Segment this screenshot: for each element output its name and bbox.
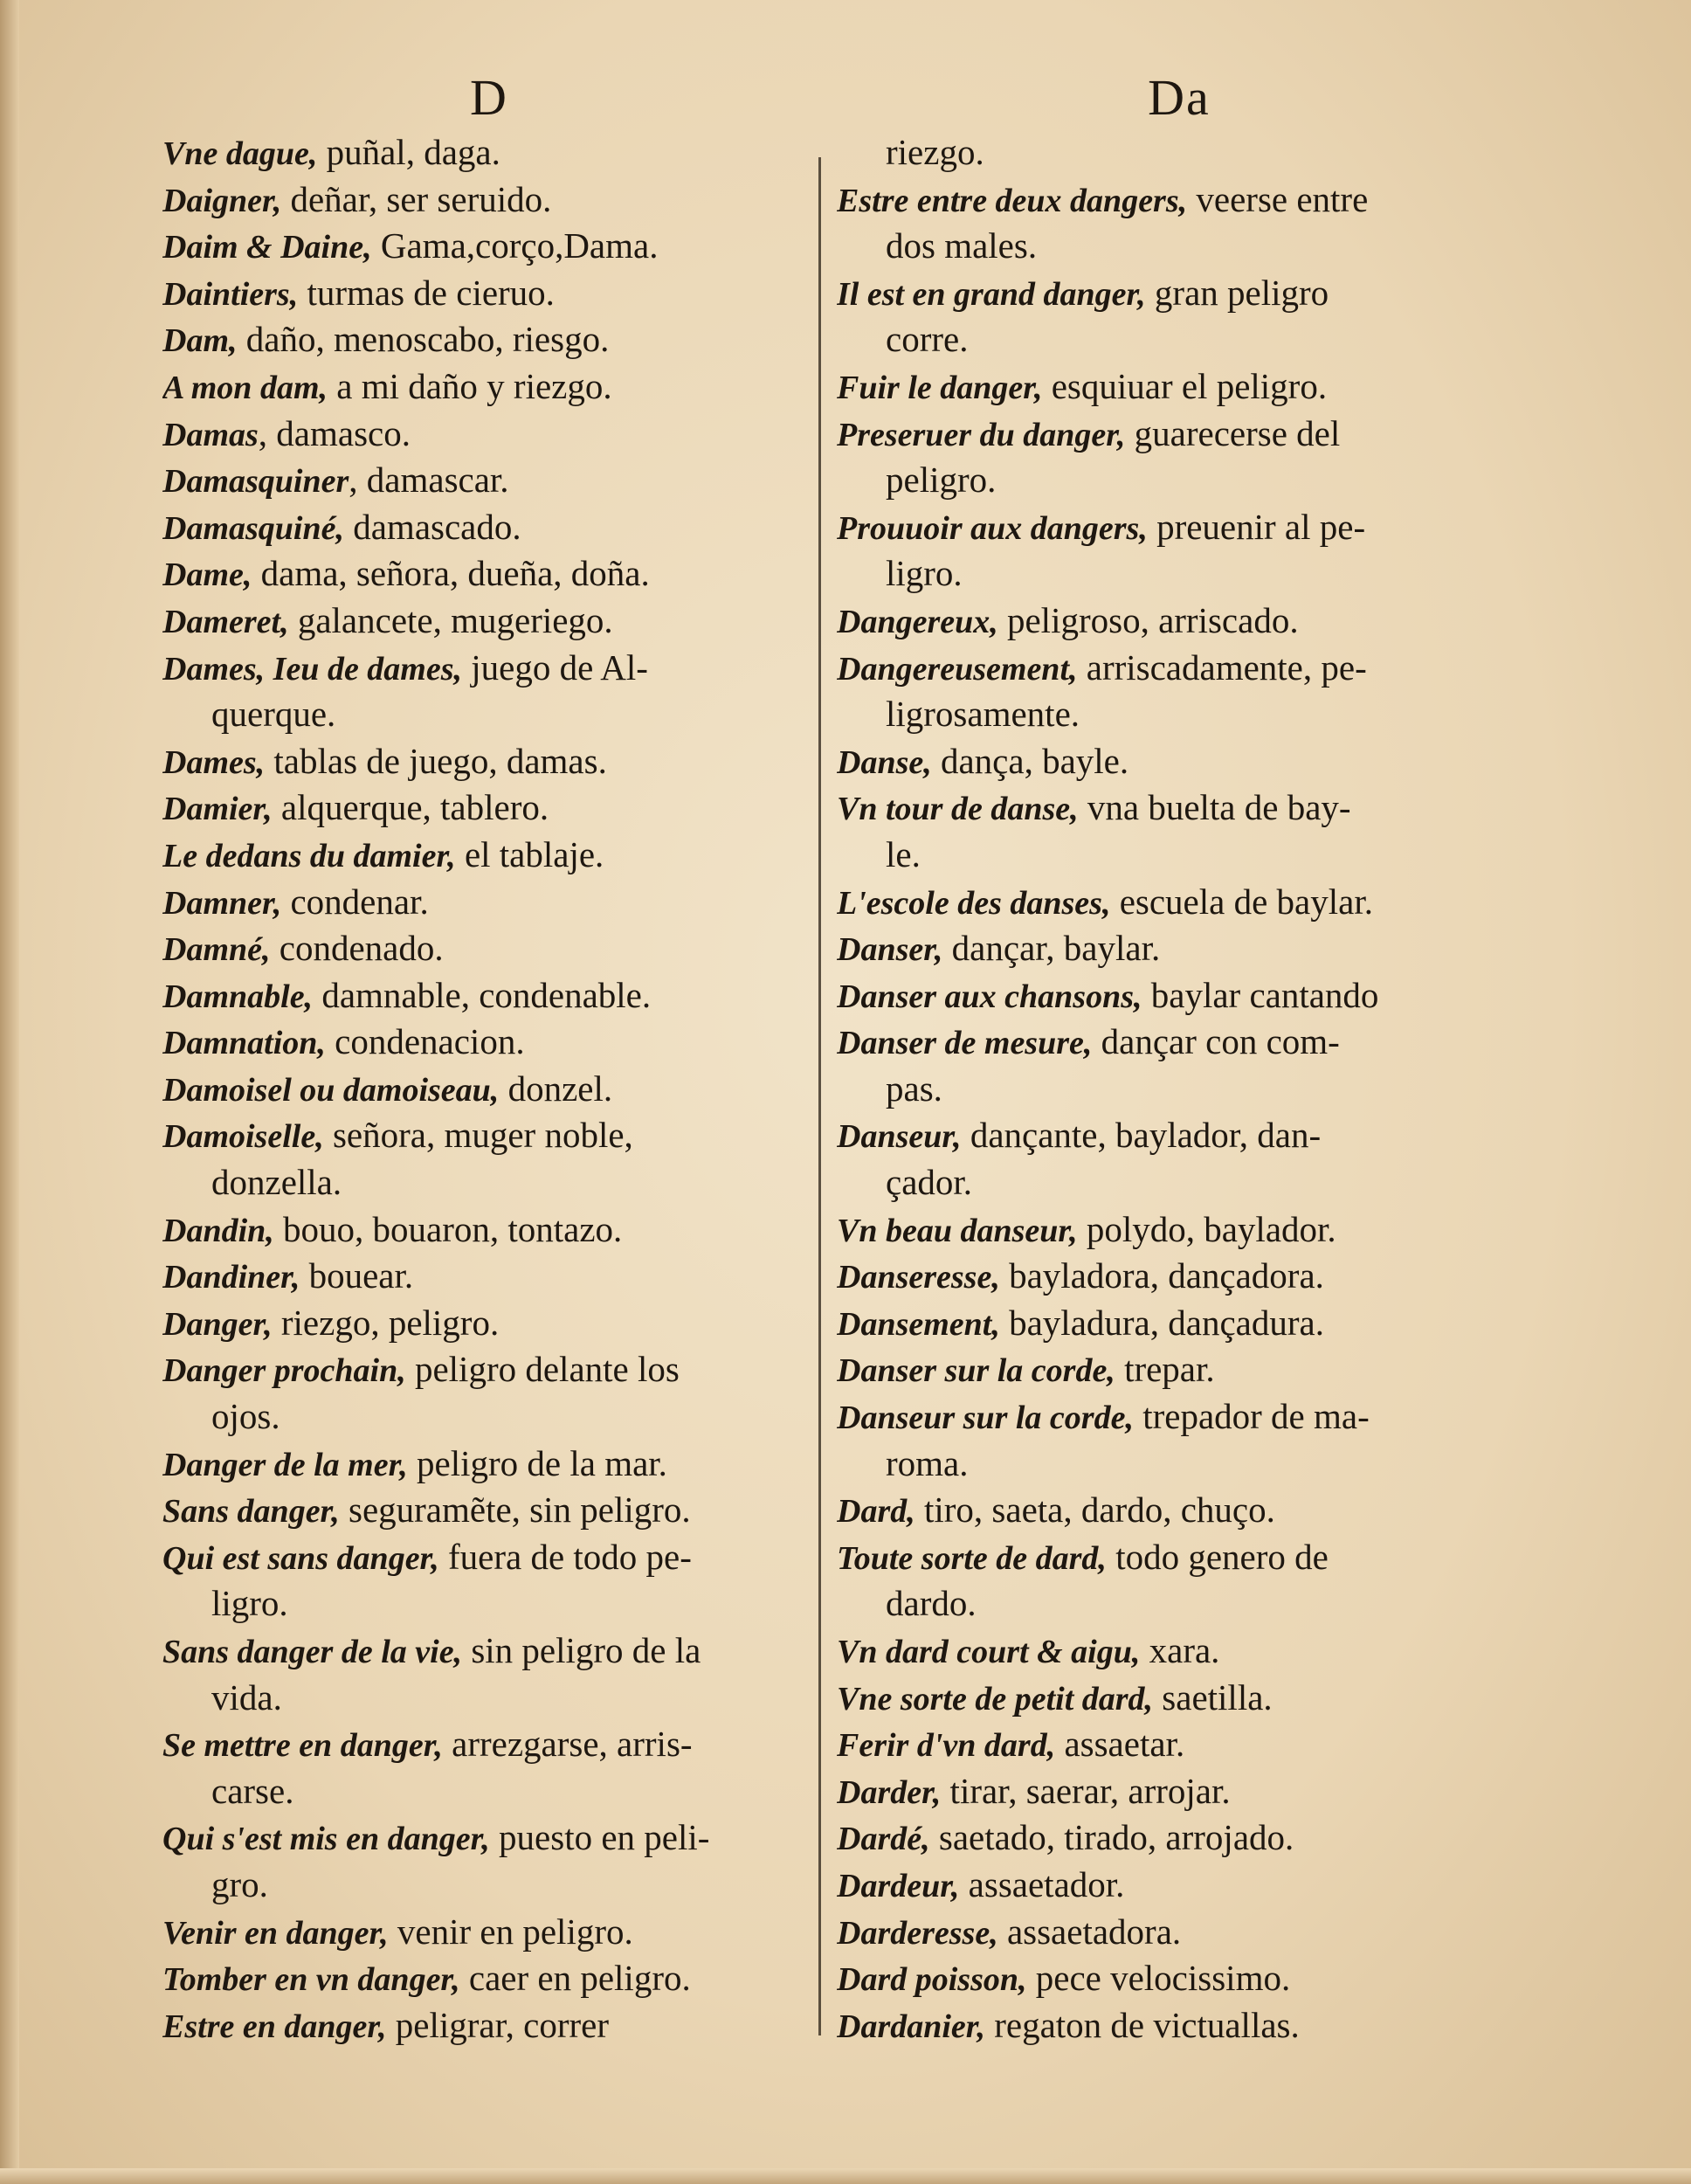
gloss-spanish: riezgo, peligro. [272, 1302, 500, 1343]
dictionary-line [162, 1019, 826, 1066]
headword-french: Damasquiner [162, 463, 349, 501]
gloss-spanish: saetilla. [1153, 1676, 1273, 1717]
gloss-spanish: juego de Al- [462, 646, 648, 688]
gloss-spanish: ligro. [211, 1583, 288, 1624]
gloss-spanish: donzella. [211, 1162, 342, 1203]
gloss-spanish: bayladora, dançadora. [999, 1255, 1324, 1296]
headword-french: Dames, [162, 743, 266, 781]
gloss-spanish: bouo, bouaron, tontazo. [273, 1208, 623, 1249]
dictionary-line [837, 832, 1501, 879]
dictionary-line [837, 1768, 1501, 1815]
gloss-spanish: peligrar, correr [386, 2004, 609, 2045]
headword-french: Le dedans du damier, [162, 837, 456, 874]
headword-french: Darder, [837, 1773, 942, 1811]
dictionary-line [837, 316, 1501, 363]
gloss-spanish: damascado. [343, 506, 521, 547]
headword-french: Damas [162, 416, 259, 453]
dictionary-line [162, 1300, 826, 1347]
gloss-spanish: alquerque, tablero. [272, 787, 549, 828]
gloss-spanish: a mi daño y riezgo. [328, 365, 612, 406]
gloss-spanish: , damascar. [349, 460, 509, 501]
headword-french: Sans danger de la vie, [162, 1634, 463, 1670]
gloss-spanish: veerse entre [1187, 178, 1369, 219]
dictionary-line [162, 1112, 826, 1159]
headword-french: Tomber en vn danger, [162, 1961, 460, 1999]
dictionary-line [162, 550, 826, 598]
headword-french: Vne dague, [162, 135, 318, 172]
headword-french: Dardanier, [837, 2008, 985, 2045]
headword-french: Daim & Daine, [162, 229, 372, 266]
headword-french: Preseruer du danger, [837, 416, 1126, 453]
gloss-spanish: damnable, condenable. [313, 974, 652, 1015]
gloss-spanish: ojos. [211, 1396, 280, 1437]
gloss-spanish: carse. [211, 1770, 294, 1811]
dictionary-line [837, 1112, 1501, 1159]
headword-french: Danser, [837, 931, 943, 969]
headword-french: Dam, [162, 322, 238, 360]
dictionary-line [162, 1066, 826, 1113]
gloss-spanish: le. [886, 833, 921, 874]
dictionary-line [162, 1628, 826, 1675]
headword-french: Daintiers, [162, 275, 299, 313]
gloss-spanish: puñal, daga. [317, 132, 500, 172]
headword-french: Dandin, [162, 1212, 274, 1249]
dictionary-line [837, 176, 1501, 224]
dictionary-line [162, 1955, 826, 2002]
gloss-spanish: xara. [1140, 1630, 1220, 1670]
dictionary-line [837, 1628, 1501, 1675]
headword-french: Estre entre deux dangers, [837, 182, 1188, 219]
headword-french: Se mettre en danger, [162, 1727, 443, 1765]
gloss-spanish: turmas de cieruo. [298, 272, 555, 313]
gloss-spanish: peligroso, arriscado. [997, 599, 1299, 640]
dictionary-line [162, 598, 826, 645]
headword-french: Danseur, [837, 1118, 962, 1156]
gloss-spanish: , damasco. [258, 412, 411, 453]
headword-french: Sans danger, [162, 1493, 340, 1531]
dictionary-line [837, 598, 1501, 645]
gloss-spanish: ligrosamente. [886, 694, 1080, 735]
headword-french: Danser de mesure, [837, 1025, 1093, 1062]
dictionary-line [837, 879, 1501, 926]
headword-french: Damnable, [162, 978, 314, 1015]
dictionary-line [162, 1909, 826, 1956]
headword-french: Dameret, [162, 603, 289, 640]
gloss-spanish: assaetadora. [997, 1911, 1182, 1952]
gloss-spanish: tablas de juego, damas. [265, 740, 607, 781]
dictionary-line [162, 1159, 826, 1206]
headword-french: Danger prochain, [162, 1352, 406, 1390]
gloss-spanish: arrezgarse, arris- [442, 1724, 693, 1765]
gloss-spanish: arriscadamente, pe- [1077, 646, 1367, 688]
gloss-spanish: sin peligro de la [462, 1630, 701, 1670]
dictionary-line [162, 457, 826, 504]
headword-french: Damnation, [162, 1025, 326, 1062]
dictionary-line [162, 1814, 826, 1862]
headword-french: Ferir d'vn dard, [837, 1727, 1056, 1765]
headword-french: Qui est sans danger, [162, 1539, 439, 1577]
gloss-spanish: tirar, saerar, arrojar. [941, 1770, 1231, 1811]
gloss-spanish: pas. [886, 1068, 942, 1109]
headword-french: Dame, [162, 556, 252, 594]
dictionary-line [837, 270, 1501, 317]
headword-french: Danseresse, [837, 1259, 1000, 1296]
headword-french: Danger de la mer, [162, 1446, 408, 1483]
dictionary-line [162, 832, 826, 879]
headword-french: Qui s'est mis en danger, [162, 1821, 490, 1858]
gloss-spanish: çador. [886, 1162, 973, 1203]
gloss-spanish: caer en peligro. [459, 1958, 691, 1999]
gloss-spanish: bouear. [300, 1255, 414, 1296]
dictionary-line [837, 1909, 1501, 1956]
dictionary-line [162, 1346, 826, 1393]
dictionary-line [837, 1019, 1501, 1066]
dictionary-line [837, 1441, 1501, 1488]
dictionary-line [162, 1393, 826, 1441]
dictionary-line [837, 550, 1501, 598]
gloss-spanish: el tablaje. [455, 833, 604, 874]
headword-french: Damasquiné, [162, 509, 344, 547]
headword-french: Vne sorte de petit dard, [837, 1680, 1154, 1717]
page-edge-bottom [0, 2168, 1691, 2184]
dictionary-line [837, 1346, 1501, 1393]
headword-french: Damné, [162, 931, 271, 969]
gloss-spanish: pece velocissimo. [1026, 1958, 1291, 1999]
dictionary-line [162, 738, 826, 785]
headword-french: Damoisel ou damoiseau, [162, 1071, 500, 1109]
gloss-spanish: venir en peligro. [388, 1911, 633, 1952]
gloss-spanish: dos males. [886, 225, 1038, 266]
gloss-spanish: peligro. [886, 460, 997, 501]
headword-french: Fuir le danger, [837, 369, 1043, 406]
dictionary-line [162, 363, 826, 411]
gloss-spanish: todo genero de [1106, 1536, 1329, 1577]
headword-french: Dard poisson, [837, 1961, 1027, 1999]
dictionary-line [162, 879, 826, 926]
gloss-spanish: Gama,corço,Dama. [371, 225, 659, 266]
headword-french: Venir en danger, [162, 1914, 389, 1952]
gloss-spanish: preuenir al pe- [1147, 506, 1366, 547]
headword-french: Danser sur la corde, [837, 1352, 1115, 1390]
dictionary-line [162, 504, 826, 551]
dictionary-line [162, 223, 826, 270]
dictionary-line [162, 925, 826, 972]
dictionary-line [162, 1768, 826, 1815]
headword-french: Danser aux chansons, [837, 978, 1142, 1015]
gloss-spanish: dançar, baylar. [942, 928, 1161, 969]
headword-french: Il est en grand danger, [837, 275, 1146, 313]
gloss-spanish: roma. [886, 1442, 969, 1483]
dictionary-line [162, 691, 826, 738]
dictionary-line [162, 1534, 826, 1581]
gloss-spanish: peligro de la mar. [407, 1442, 667, 1483]
headword-french: Danger, [162, 1305, 273, 1343]
dictionary-line [837, 504, 1501, 551]
gloss-spanish: dardo. [886, 1583, 977, 1624]
dictionary-line [162, 784, 826, 832]
gloss-spanish: dançante, baylador, dan- [961, 1115, 1322, 1156]
gloss-spanish: riezgo. [886, 132, 984, 172]
gloss-spanish: polydo, baylador. [1077, 1208, 1336, 1249]
dictionary-line [837, 738, 1501, 785]
gloss-spanish: condenacion. [325, 1021, 525, 1062]
gloss-spanish: gro. [211, 1863, 268, 1904]
dictionary-line [837, 1534, 1501, 1581]
gloss-spanish: saetado, tirado, arrojado. [929, 1817, 1294, 1858]
headword-french: A mon dam, [162, 369, 328, 406]
dictionary-line [837, 1862, 1501, 1909]
gloss-spanish: puesto en peli- [489, 1817, 710, 1858]
dictionary-line [837, 1814, 1501, 1862]
dictionary-line [837, 129, 1501, 176]
headword-french: Dardé, [837, 1821, 930, 1858]
dictionary-line [837, 1206, 1501, 1254]
gloss-spanish: querque. [211, 694, 336, 735]
dictionary-line [162, 1487, 826, 1534]
dictionary-line [162, 645, 826, 692]
gloss-spanish: galancete, mugeriego. [288, 599, 613, 640]
headword-french: Damoiselle, [162, 1118, 324, 1156]
dictionary-line [162, 1441, 826, 1488]
running-head-right: Da [1148, 69, 1211, 126]
running-head-left: D [470, 69, 508, 126]
gloss-spanish: baylar cantando [1142, 974, 1379, 1015]
gloss-spanish: guarecerse del [1125, 412, 1341, 453]
dictionary-line [162, 1580, 826, 1628]
dictionary-line [837, 925, 1501, 972]
dictionary-line [162, 972, 826, 1019]
headword-french: Damner, [162, 884, 282, 922]
headword-french: Toute sorte de dard, [837, 1539, 1107, 1577]
headword-french: Vn dard court & aigu, [837, 1634, 1141, 1670]
gloss-spanish: donzel. [499, 1068, 613, 1109]
dictionary-line [837, 411, 1501, 458]
gloss-spanish: bayladura, dançadura. [999, 1302, 1324, 1343]
gloss-spanish: peligro delante los [405, 1349, 680, 1390]
gloss-spanish: daño, menoscabo, riesgo. [237, 319, 610, 360]
dictionary-line [837, 1721, 1501, 1768]
gloss-spanish: deñar, ser seruido. [281, 178, 552, 219]
headword-french: Daigner, [162, 182, 282, 219]
dictionary-line [162, 176, 826, 224]
gloss-spanish: dança, bayle. [931, 740, 1129, 781]
dictionary-line [837, 784, 1501, 832]
gloss-spanish: assaetar. [1055, 1724, 1185, 1765]
gloss-spanish: gran peligro [1145, 272, 1329, 313]
headword-french: Dangereusement, [837, 650, 1078, 688]
gloss-spanish: trepador de ma- [1133, 1396, 1370, 1437]
headword-french: L'escole des danses, [837, 884, 1111, 922]
gloss-spanish: regaton de victuallas. [984, 2004, 1300, 2045]
headword-french: Dardeur, [837, 1867, 960, 1904]
gloss-spanish: assaetador. [959, 1863, 1125, 1904]
dictionary-line [162, 1721, 826, 1768]
left-column [162, 129, 826, 2049]
dictionary-line [837, 1393, 1501, 1441]
dictionary-line [837, 1675, 1501, 1722]
headword-french: Dandiner, [162, 1259, 300, 1296]
dictionary-line [837, 972, 1501, 1019]
gloss-spanish: fuera de todo pe- [438, 1536, 692, 1577]
dictionary-line [162, 1253, 826, 1300]
gloss-spanish: esquiuar el peligro. [1042, 365, 1328, 406]
dictionary-line [162, 1862, 826, 1909]
page-edge-left [0, 0, 19, 2184]
dictionary-line [837, 1580, 1501, 1628]
headword-french: Estre en danger, [162, 2008, 387, 2045]
headword-french: Dangereux, [837, 603, 998, 640]
dictionary-line [837, 223, 1501, 270]
gloss-spanish: condenado. [270, 928, 444, 969]
dictionary-line [837, 2002, 1501, 2049]
gloss-spanish: corre. [886, 319, 969, 360]
dictionary-line [837, 457, 1501, 504]
gloss-spanish: condenar. [281, 881, 429, 922]
dictionary-line [837, 645, 1501, 692]
dictionary-line [837, 1066, 1501, 1113]
dictionary-line [837, 1300, 1501, 1347]
right-column [837, 129, 1501, 2049]
headword-french: Prouuoir aux dangers, [837, 509, 1148, 547]
dictionary-line [162, 316, 826, 363]
dictionary-line [162, 1206, 826, 1254]
gloss-spanish: señora, muger noble, [323, 1115, 633, 1156]
gloss-spanish: vna buelta de bay- [1078, 787, 1351, 828]
dictionary-line [837, 691, 1501, 738]
dictionary-line [837, 1955, 1501, 2002]
headword-french: Dames, Ieu de dames, [162, 650, 463, 688]
headword-french: Vn tour de danse, [837, 791, 1079, 828]
headword-french: Dansement, [837, 1305, 1000, 1343]
dictionary-line [837, 1253, 1501, 1300]
headword-french: Dard, [837, 1493, 915, 1531]
gloss-spanish: escuela de baylar. [1110, 881, 1373, 922]
gloss-spanish: ligro. [886, 553, 963, 594]
dictionary-line [162, 129, 826, 176]
dictionary-line [162, 2002, 826, 2049]
headword-french: Vn beau danseur, [837, 1212, 1078, 1249]
dictionary-line [837, 1487, 1501, 1534]
dictionary-line [837, 363, 1501, 411]
gloss-spanish: vida. [211, 1676, 282, 1717]
dictionary-line [162, 411, 826, 458]
dictionary-line [837, 1159, 1501, 1206]
gloss-spanish: dançar con com- [1092, 1021, 1340, 1062]
dictionary-line [162, 270, 826, 317]
headword-french: Danse, [837, 743, 932, 781]
gloss-spanish: trepar. [1115, 1349, 1215, 1390]
gloss-spanish: tiro, saeta, dardo, chuço. [915, 1489, 1275, 1531]
gloss-spanish: dama, señora, dueña, doña. [252, 553, 650, 594]
headword-french: Danseur sur la corde, [837, 1400, 1134, 1437]
gloss-spanish: seguramẽte, sin peligro. [339, 1489, 691, 1531]
headword-french: Darderesse, [837, 1914, 998, 1952]
dictionary-line [162, 1675, 826, 1722]
headword-french: Damier, [162, 791, 273, 828]
